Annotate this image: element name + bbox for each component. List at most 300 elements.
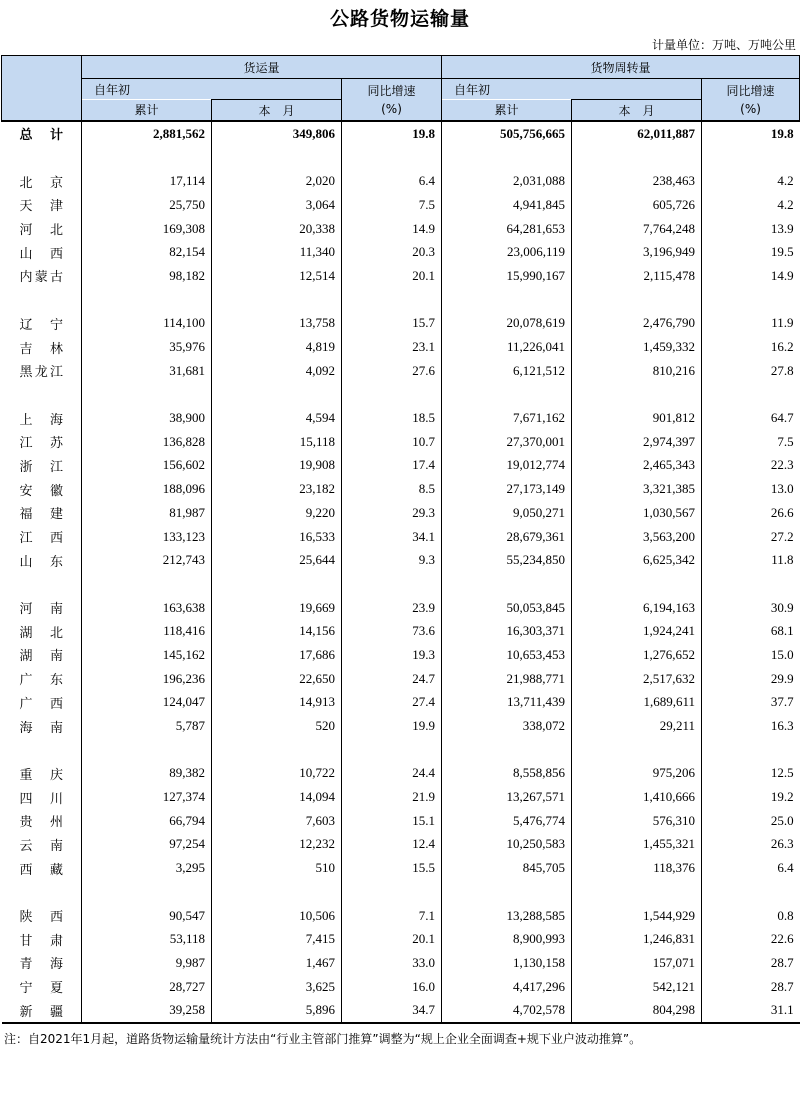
table-row bbox=[2, 785, 800, 809]
volume-yoy-cell: 23.1 bbox=[342, 335, 442, 359]
spacer-cell bbox=[212, 738, 342, 762]
volume-ytd-cell: 28,727 bbox=[82, 975, 212, 999]
volume-month-cell: 7,603 bbox=[212, 809, 342, 833]
turnover-yoy-cell: 37.7 bbox=[702, 691, 800, 715]
header-ytd-line1: 自年初 bbox=[442, 79, 702, 100]
turnover-yoy-cell: 31.1 bbox=[702, 998, 800, 1023]
turnover-month-cell: 975,206 bbox=[572, 762, 702, 786]
spacer-cell bbox=[342, 880, 442, 904]
table-row bbox=[2, 856, 800, 880]
volume-month-cell: 19,669 bbox=[212, 596, 342, 620]
volume-yoy-cell: 27.6 bbox=[342, 359, 442, 383]
volume-ytd-cell: 97,254 bbox=[82, 833, 212, 857]
spacer-cell bbox=[572, 288, 702, 312]
turnover-month-cell: 62,011,887 bbox=[572, 121, 702, 146]
spacer-row bbox=[2, 288, 800, 312]
region-name: 重庆 bbox=[19, 767, 63, 783]
table-row bbox=[2, 762, 800, 786]
turnover-month-cell: 3,563,200 bbox=[572, 525, 702, 549]
spacer-cell bbox=[442, 383, 572, 407]
table-header bbox=[2, 56, 800, 122]
turnover-month-cell: 1,689,611 bbox=[572, 691, 702, 715]
volume-yoy-cell: 16.0 bbox=[342, 975, 442, 999]
spacer-cell bbox=[442, 738, 572, 762]
turnover-month-cell: 6,625,342 bbox=[572, 548, 702, 572]
turnover-ytd-cell: 21,988,771 bbox=[442, 667, 572, 691]
region-name: 新疆 bbox=[2, 998, 82, 1023]
volume-month-cell: 520 bbox=[212, 714, 342, 738]
volume-yoy-cell: 29.3 bbox=[342, 501, 442, 525]
header-this-month: 本 月 bbox=[572, 100, 702, 122]
volume-month-cell: 16,533 bbox=[212, 525, 342, 549]
volume-month-cell: 15,118 bbox=[212, 430, 342, 454]
turnover-ytd-cell: 23,006,119 bbox=[442, 240, 572, 264]
volume-ytd-cell: 196,236 bbox=[82, 667, 212, 691]
turnover-yoy-cell: 13.9 bbox=[702, 217, 800, 241]
volume-ytd-cell: 81,987 bbox=[82, 501, 212, 525]
table-row bbox=[2, 691, 800, 715]
volume-yoy-cell: 18.5 bbox=[342, 406, 442, 430]
turnover-month-cell: 29,211 bbox=[572, 714, 702, 738]
header-turnover: 货物周转量 bbox=[442, 56, 800, 79]
table-row bbox=[2, 477, 800, 501]
volume-yoy-cell: 10.7 bbox=[342, 430, 442, 454]
volume-yoy-cell: 17.4 bbox=[342, 454, 442, 478]
region-name: 陕西 bbox=[19, 910, 63, 926]
turnover-month-cell: 157,071 bbox=[572, 951, 702, 975]
volume-month-cell: 12,514 bbox=[212, 264, 342, 288]
spacer-cell bbox=[442, 146, 572, 170]
turnover-month-cell: 1,030,567 bbox=[572, 501, 702, 525]
volume-yoy-cell: 15.5 bbox=[342, 856, 442, 880]
header-ytd-line2: 累计 bbox=[442, 100, 572, 122]
volume-ytd-cell: 3,295 bbox=[82, 856, 212, 880]
volume-ytd-cell: 163,638 bbox=[82, 596, 212, 620]
turnover-month-cell: 2,517,632 bbox=[572, 667, 702, 691]
volume-yoy-cell: 21.9 bbox=[342, 785, 442, 809]
turnover-yoy-cell: 6.4 bbox=[702, 856, 800, 880]
volume-ytd-cell: 9,987 bbox=[82, 951, 212, 975]
turnover-yoy-cell: 30.9 bbox=[702, 596, 800, 620]
turnover-ytd-cell: 2,031,088 bbox=[442, 169, 572, 193]
region-name: 江西 bbox=[19, 531, 63, 547]
turnover-ytd-cell: 50,053,845 bbox=[442, 596, 572, 620]
turnover-month-cell: 576,310 bbox=[572, 809, 702, 833]
table-row bbox=[2, 833, 800, 857]
turnover-yoy-cell: 22.3 bbox=[702, 454, 800, 478]
turnover-yoy-cell: 22.6 bbox=[702, 927, 800, 951]
turnover-ytd-cell: 19,012,774 bbox=[442, 454, 572, 478]
spacer-cell bbox=[82, 288, 212, 312]
turnover-yoy-cell: 27.2 bbox=[702, 525, 800, 549]
volume-yoy-cell: 19.3 bbox=[342, 643, 442, 667]
volume-month-cell: 14,156 bbox=[212, 619, 342, 643]
turnover-yoy-cell: 4.2 bbox=[702, 193, 800, 217]
turnover-month-cell: 810,216 bbox=[572, 359, 702, 383]
spacer-cell bbox=[572, 880, 702, 904]
turnover-yoy-cell: 19.2 bbox=[702, 785, 800, 809]
turnover-yoy-cell: 28.7 bbox=[702, 975, 800, 999]
total-row bbox=[2, 121, 800, 146]
table-row bbox=[2, 975, 800, 999]
spacer-cell bbox=[2, 572, 82, 596]
spacer-cell bbox=[702, 738, 800, 762]
spacer-row bbox=[2, 146, 800, 170]
volume-month-cell: 23,182 bbox=[212, 477, 342, 501]
turnover-month-cell: 2,465,343 bbox=[572, 454, 702, 478]
volume-month-cell: 19,908 bbox=[212, 454, 342, 478]
region-name: 总 计 bbox=[2, 121, 82, 146]
volume-ytd-cell: 38,900 bbox=[82, 406, 212, 430]
turnover-ytd-cell: 1,130,158 bbox=[442, 951, 572, 975]
turnover-month-cell: 605,726 bbox=[572, 193, 702, 217]
spacer-cell bbox=[342, 146, 442, 170]
spacer-cell bbox=[2, 738, 82, 762]
turnover-month-cell: 901,812 bbox=[572, 406, 702, 430]
spacer-cell bbox=[82, 146, 212, 170]
turnover-yoy-cell: 27.8 bbox=[702, 359, 800, 383]
region-name: 江苏 bbox=[19, 436, 63, 452]
region-name: 天津 bbox=[19, 199, 63, 215]
spacer-row bbox=[2, 880, 800, 904]
turnover-ytd-cell: 64,281,653 bbox=[442, 217, 572, 241]
volume-ytd-cell: 188,096 bbox=[82, 477, 212, 501]
spacer-cell bbox=[342, 572, 442, 596]
turnover-yoy-cell: 0.8 bbox=[702, 904, 800, 928]
region-name: 北京 bbox=[19, 175, 63, 191]
spacer-cell bbox=[442, 880, 572, 904]
volume-month-cell: 10,722 bbox=[212, 762, 342, 786]
region-name: 河南 bbox=[19, 602, 63, 618]
volume-ytd-cell: 66,794 bbox=[82, 809, 212, 833]
turnover-yoy-cell: 14.9 bbox=[702, 264, 800, 288]
volume-month-cell: 4,092 bbox=[212, 359, 342, 383]
spacer-cell bbox=[572, 383, 702, 407]
spacer-cell bbox=[212, 288, 342, 312]
spacer-cell bbox=[702, 383, 800, 407]
volume-yoy-cell: 14.9 bbox=[342, 217, 442, 241]
turnover-yoy-cell: 68.1 bbox=[702, 619, 800, 643]
spacer-cell bbox=[2, 880, 82, 904]
region-name: 广东 bbox=[19, 673, 63, 689]
volume-ytd-cell: 17,114 bbox=[82, 169, 212, 193]
turnover-month-cell: 6,194,163 bbox=[572, 596, 702, 620]
turnover-yoy-cell: 29.9 bbox=[702, 667, 800, 691]
turnover-month-cell: 3,196,949 bbox=[572, 240, 702, 264]
volume-ytd-cell: 212,743 bbox=[82, 548, 212, 572]
spacer-cell bbox=[342, 288, 442, 312]
spacer-cell bbox=[442, 288, 572, 312]
volume-month-cell: 4,594 bbox=[212, 406, 342, 430]
volume-month-cell: 5,896 bbox=[212, 998, 342, 1023]
spacer-cell bbox=[702, 146, 800, 170]
table-row bbox=[2, 951, 800, 975]
volume-ytd-cell: 127,374 bbox=[82, 785, 212, 809]
freight-table bbox=[1, 55, 800, 1024]
turnover-ytd-cell: 5,476,774 bbox=[442, 809, 572, 833]
turnover-ytd-cell: 4,702,578 bbox=[442, 998, 572, 1023]
volume-ytd-cell: 53,118 bbox=[82, 927, 212, 951]
turnover-month-cell: 542,121 bbox=[572, 975, 702, 999]
volume-ytd-cell: 98,182 bbox=[82, 264, 212, 288]
volume-yoy-cell: 12.4 bbox=[342, 833, 442, 857]
turnover-ytd-cell: 6,121,512 bbox=[442, 359, 572, 383]
volume-month-cell: 7,415 bbox=[212, 927, 342, 951]
volume-yoy-cell: 15.7 bbox=[342, 312, 442, 336]
turnover-yoy-cell: 19.5 bbox=[702, 240, 800, 264]
spacer-cell bbox=[212, 146, 342, 170]
turnover-ytd-cell: 10,653,453 bbox=[442, 643, 572, 667]
spacer-cell bbox=[212, 572, 342, 596]
table-row bbox=[2, 525, 800, 549]
region-name: 上海 bbox=[19, 412, 63, 428]
table-row bbox=[2, 335, 800, 359]
volume-ytd-cell: 90,547 bbox=[82, 904, 212, 928]
spacer-cell bbox=[442, 572, 572, 596]
volume-yoy-cell: 19.8 bbox=[342, 121, 442, 146]
volume-month-cell: 3,625 bbox=[212, 975, 342, 999]
turnover-month-cell: 1,459,332 bbox=[572, 335, 702, 359]
header-ytd-line2: 累计 bbox=[82, 100, 212, 122]
region-name: 贵州 bbox=[19, 815, 63, 831]
spacer-cell bbox=[2, 383, 82, 407]
table-row bbox=[2, 430, 800, 454]
region-name: 湖南 bbox=[19, 649, 63, 665]
turnover-ytd-cell: 845,705 bbox=[442, 856, 572, 880]
volume-month-cell: 20,338 bbox=[212, 217, 342, 241]
volume-yoy-cell: 7.1 bbox=[342, 904, 442, 928]
region-name: 内蒙古 bbox=[19, 270, 63, 286]
region-name: 青海 bbox=[19, 957, 63, 973]
turnover-month-cell: 118,376 bbox=[572, 856, 702, 880]
header-ytd-line1: 自年初 bbox=[82, 79, 342, 100]
volume-yoy-cell: 9.3 bbox=[342, 548, 442, 572]
turnover-yoy-cell: 4.2 bbox=[702, 169, 800, 193]
spacer-cell bbox=[82, 738, 212, 762]
volume-ytd-cell: 31,681 bbox=[82, 359, 212, 383]
volume-yoy-cell: 20.3 bbox=[342, 240, 442, 264]
volume-ytd-cell: 133,123 bbox=[82, 525, 212, 549]
volume-ytd-cell: 124,047 bbox=[82, 691, 212, 715]
table-row bbox=[2, 193, 800, 217]
table-row bbox=[2, 927, 800, 951]
volume-month-cell: 510 bbox=[212, 856, 342, 880]
volume-month-cell: 13,758 bbox=[212, 312, 342, 336]
volume-ytd-cell: 169,308 bbox=[82, 217, 212, 241]
volume-month-cell: 14,913 bbox=[212, 691, 342, 715]
turnover-yoy-cell: 64.7 bbox=[702, 406, 800, 430]
spacer-cell bbox=[2, 288, 82, 312]
table-body bbox=[2, 121, 800, 1023]
volume-month-cell: 2,020 bbox=[212, 169, 342, 193]
spacer-cell bbox=[212, 383, 342, 407]
volume-yoy-cell: 19.9 bbox=[342, 714, 442, 738]
spacer-cell bbox=[702, 288, 800, 312]
turnover-month-cell: 1,544,929 bbox=[572, 904, 702, 928]
turnover-ytd-cell: 13,267,571 bbox=[442, 785, 572, 809]
region-name: 湖北 bbox=[19, 625, 63, 641]
volume-ytd-cell: 35,976 bbox=[82, 335, 212, 359]
turnover-month-cell: 7,764,248 bbox=[572, 217, 702, 241]
header-this-month: 本 月 bbox=[212, 100, 342, 122]
volume-yoy-cell: 24.4 bbox=[342, 762, 442, 786]
turnover-ytd-cell: 4,941,845 bbox=[442, 193, 572, 217]
volume-yoy-cell: 20.1 bbox=[342, 927, 442, 951]
table-row bbox=[2, 454, 800, 478]
spacer-row bbox=[2, 572, 800, 596]
volume-yoy-cell: 27.4 bbox=[342, 691, 442, 715]
turnover-ytd-cell: 16,303,371 bbox=[442, 619, 572, 643]
turnover-ytd-cell: 28,679,361 bbox=[442, 525, 572, 549]
turnover-yoy-cell: 25.0 bbox=[702, 809, 800, 833]
volume-ytd-cell: 5,787 bbox=[82, 714, 212, 738]
page-title: 公路货物运输量 bbox=[329, 8, 470, 30]
turnover-yoy-cell: 16.2 bbox=[702, 335, 800, 359]
table-row bbox=[2, 240, 800, 264]
turnover-yoy-cell: 11.8 bbox=[702, 548, 800, 572]
spacer-cell bbox=[572, 146, 702, 170]
turnover-month-cell: 2,476,790 bbox=[572, 312, 702, 336]
turnover-month-cell: 3,321,385 bbox=[572, 477, 702, 501]
turnover-ytd-cell: 27,173,149 bbox=[442, 477, 572, 501]
volume-yoy-cell: 34.1 bbox=[342, 525, 442, 549]
turnover-ytd-cell: 338,072 bbox=[442, 714, 572, 738]
spacer-cell bbox=[82, 383, 212, 407]
volume-yoy-cell: 6.4 bbox=[342, 169, 442, 193]
table-row bbox=[2, 714, 800, 738]
turnover-ytd-cell: 11,226,041 bbox=[442, 335, 572, 359]
region-name: 福建 bbox=[19, 507, 63, 523]
spacer-cell bbox=[82, 572, 212, 596]
spacer-cell bbox=[212, 880, 342, 904]
spacer-cell bbox=[342, 383, 442, 407]
table-row bbox=[2, 904, 800, 928]
turnover-ytd-cell: 55,234,850 bbox=[442, 548, 572, 572]
turnover-month-cell: 1,276,652 bbox=[572, 643, 702, 667]
turnover-month-cell: 238,463 bbox=[572, 169, 702, 193]
region-name: 甘肃 bbox=[19, 933, 63, 949]
volume-ytd-cell: 82,154 bbox=[82, 240, 212, 264]
turnover-ytd-cell: 7,671,162 bbox=[442, 406, 572, 430]
turnover-yoy-cell: 11.9 bbox=[702, 312, 800, 336]
region-name: 山西 bbox=[19, 246, 63, 262]
turnover-yoy-cell: 12.5 bbox=[702, 762, 800, 786]
spacer-cell bbox=[342, 738, 442, 762]
volume-yoy-cell: 24.7 bbox=[342, 667, 442, 691]
volume-ytd-cell: 136,828 bbox=[82, 430, 212, 454]
table-row bbox=[2, 667, 800, 691]
volume-month-cell: 4,819 bbox=[212, 335, 342, 359]
volume-month-cell: 11,340 bbox=[212, 240, 342, 264]
turnover-ytd-cell: 8,558,856 bbox=[442, 762, 572, 786]
volume-month-cell: 9,220 bbox=[212, 501, 342, 525]
table-row bbox=[2, 406, 800, 430]
spacer-cell bbox=[82, 880, 212, 904]
turnover-yoy-cell: 15.0 bbox=[702, 643, 800, 667]
turnover-yoy-cell: 13.0 bbox=[702, 477, 800, 501]
volume-yoy-cell: 7.5 bbox=[342, 193, 442, 217]
volume-ytd-cell: 25,750 bbox=[82, 193, 212, 217]
turnover-ytd-cell: 20,078,619 bbox=[442, 312, 572, 336]
region-name: 云南 bbox=[19, 838, 63, 854]
volume-month-cell: 10,506 bbox=[212, 904, 342, 928]
spacer-cell bbox=[702, 880, 800, 904]
turnover-ytd-cell: 10,250,583 bbox=[442, 833, 572, 857]
spacer-cell bbox=[702, 572, 800, 596]
table-row bbox=[2, 998, 800, 1023]
table-row bbox=[2, 643, 800, 667]
turnover-yoy-cell: 26.6 bbox=[702, 501, 800, 525]
turnover-month-cell: 1,455,321 bbox=[572, 833, 702, 857]
header-region-cell bbox=[2, 56, 82, 122]
volume-month-cell: 25,644 bbox=[212, 548, 342, 572]
header-freight-volume: 货运量 bbox=[82, 56, 442, 79]
turnover-ytd-cell: 13,288,585 bbox=[442, 904, 572, 928]
spacer-cell bbox=[572, 738, 702, 762]
header-yoy-volume: 同比增速 (%) bbox=[342, 79, 442, 122]
volume-month-cell: 17,686 bbox=[212, 643, 342, 667]
turnover-ytd-cell: 8,900,993 bbox=[442, 927, 572, 951]
volume-ytd-cell: 118,416 bbox=[82, 619, 212, 643]
region-name: 广西 bbox=[19, 696, 63, 712]
turnover-ytd-cell: 505,756,665 bbox=[442, 121, 572, 146]
turnover-yoy-cell: 16.3 bbox=[702, 714, 800, 738]
region-name: 西藏 bbox=[19, 862, 63, 878]
turnover-month-cell: 2,115,478 bbox=[572, 264, 702, 288]
spacer-cell bbox=[572, 572, 702, 596]
volume-ytd-cell: 145,162 bbox=[82, 643, 212, 667]
turnover-month-cell: 1,246,831 bbox=[572, 927, 702, 951]
turnover-month-cell: 804,298 bbox=[572, 998, 702, 1023]
volume-yoy-cell: 33.0 bbox=[342, 951, 442, 975]
volume-ytd-cell: 2,881,562 bbox=[82, 121, 212, 146]
spacer-row bbox=[2, 738, 800, 762]
table-row bbox=[2, 809, 800, 833]
region-name: 辽宁 bbox=[19, 317, 63, 333]
region-name: 安徽 bbox=[19, 483, 63, 499]
volume-ytd-cell: 114,100 bbox=[82, 312, 212, 336]
turnover-ytd-cell: 27,370,001 bbox=[442, 430, 572, 454]
turnover-ytd-cell: 4,417,296 bbox=[442, 975, 572, 999]
volume-month-cell: 1,467 bbox=[212, 951, 342, 975]
volume-month-cell: 3,064 bbox=[212, 193, 342, 217]
unit-note: 计量单位：万吨、万吨公里 bbox=[651, 38, 796, 52]
turnover-yoy-cell: 28.7 bbox=[702, 951, 800, 975]
turnover-month-cell: 1,924,241 bbox=[572, 619, 702, 643]
volume-yoy-cell: 23.9 bbox=[342, 596, 442, 620]
table-row bbox=[2, 359, 800, 383]
turnover-ytd-cell: 9,050,271 bbox=[442, 501, 572, 525]
volume-ytd-cell: 89,382 bbox=[82, 762, 212, 786]
region-name: 宁夏 bbox=[19, 981, 63, 997]
volume-month-cell: 12,232 bbox=[212, 833, 342, 857]
volume-ytd-cell: 39,258 bbox=[82, 998, 212, 1023]
table-row bbox=[2, 217, 800, 241]
region-name: 山东 bbox=[19, 554, 63, 570]
turnover-yoy-cell: 26.3 bbox=[702, 833, 800, 857]
region-name: 吉林 bbox=[19, 341, 63, 357]
header-yoy-turnover: 同比增速 (%) bbox=[702, 79, 800, 122]
spacer-row bbox=[2, 383, 800, 407]
volume-yoy-cell: 15.1 bbox=[342, 809, 442, 833]
volume-yoy-cell: 34.7 bbox=[342, 998, 442, 1023]
volume-yoy-cell: 73.6 bbox=[342, 619, 442, 643]
table-row bbox=[2, 169, 800, 193]
table-row bbox=[2, 501, 800, 525]
volume-month-cell: 14,094 bbox=[212, 785, 342, 809]
table-row bbox=[2, 312, 800, 336]
volume-month-cell: 349,806 bbox=[212, 121, 342, 146]
